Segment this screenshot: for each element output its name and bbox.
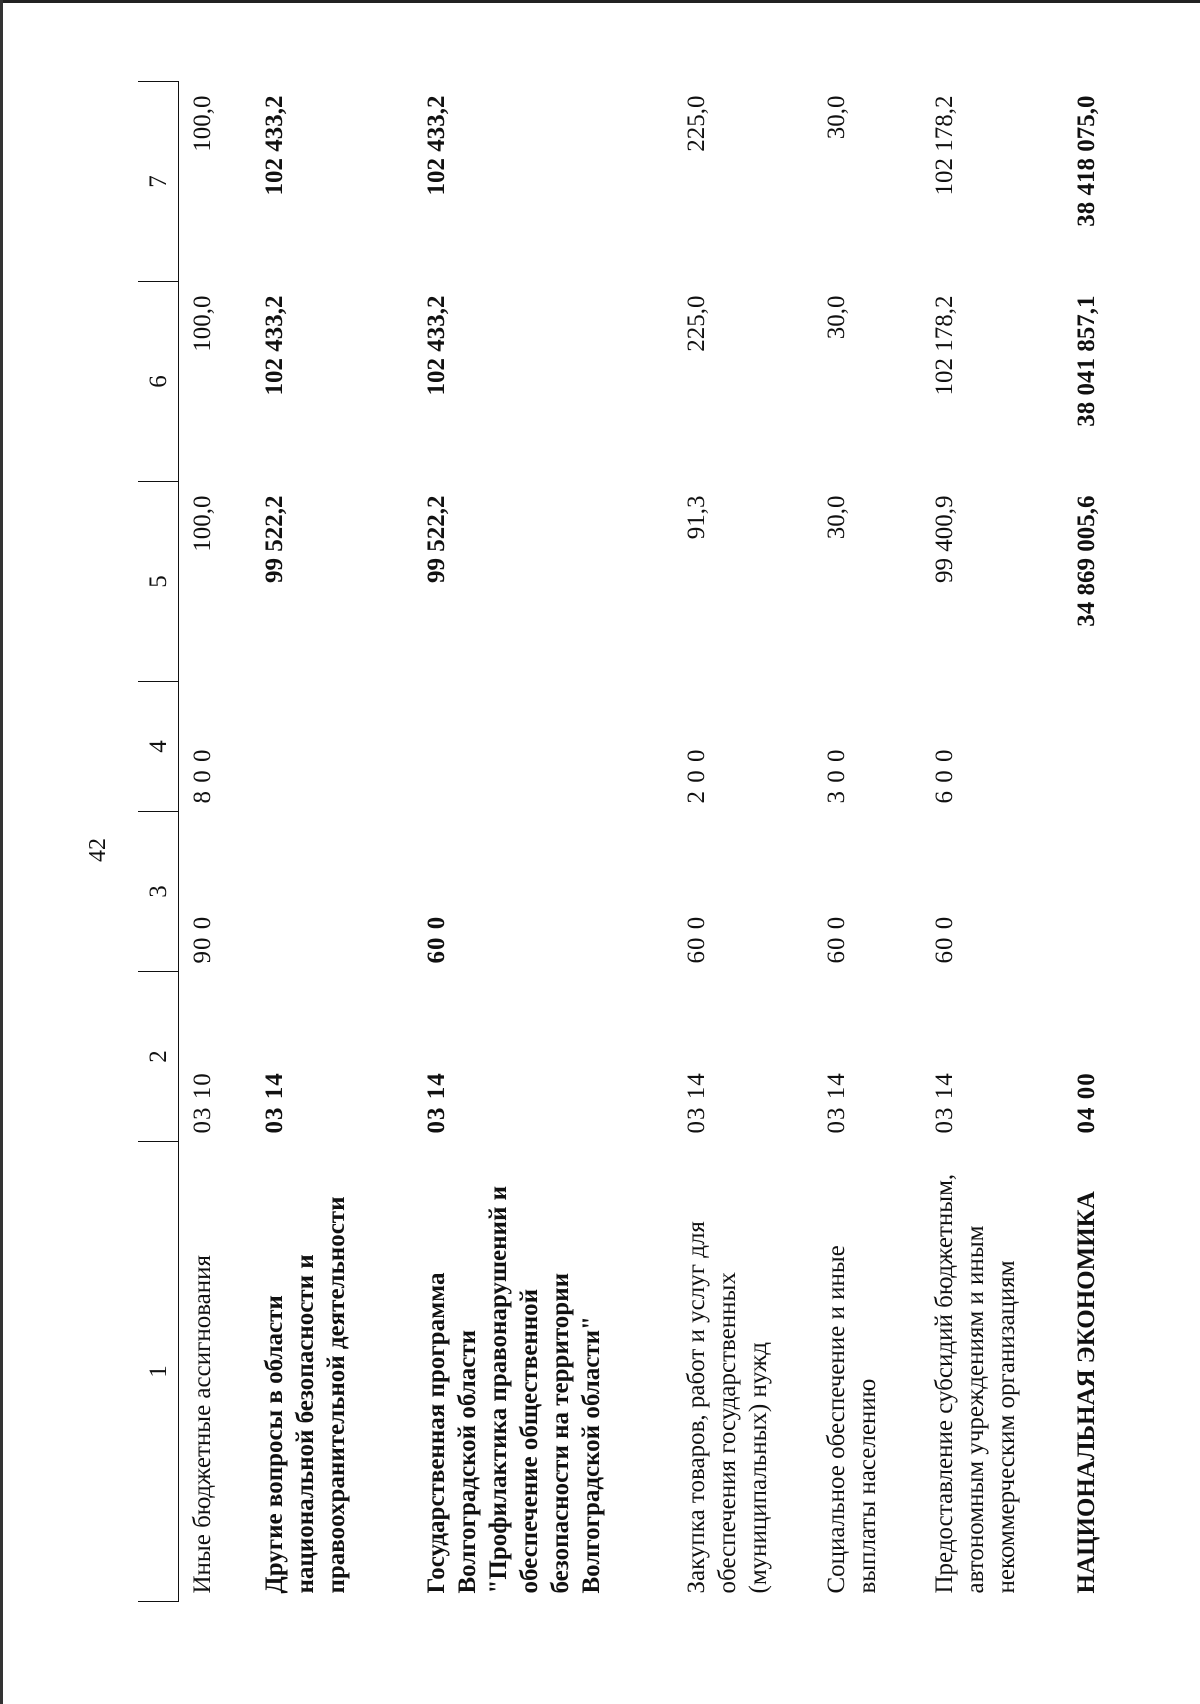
table-row xyxy=(413,82,673,1602)
header-col-2: 2 xyxy=(138,972,179,1142)
table-row xyxy=(921,82,1063,1602)
table-row xyxy=(251,82,413,1602)
row-name: НАЦИОНАЛЬНАЯ ЭКОНОМИКА xyxy=(1073,1191,1100,1594)
row-expense-type xyxy=(413,682,673,812)
row-value-col6: 30,0 xyxy=(823,295,850,340)
header-row xyxy=(138,82,179,1602)
table-row xyxy=(179,82,252,1602)
row-value-col7: 30,0 xyxy=(823,95,850,140)
row-name: Иные бюджетные ассигнования xyxy=(189,1254,216,1594)
header-col-7: 7 xyxy=(138,82,179,282)
header-col-1: 1 xyxy=(138,1142,179,1602)
row-value-col5: 99 522,2 xyxy=(423,495,450,583)
row-value-col5: 30,0 xyxy=(823,495,850,540)
row-section-code: 03 10 xyxy=(189,1072,216,1134)
row-value-col7: 38 418 075,0 xyxy=(1073,95,1100,227)
header-col-5: 5 xyxy=(138,482,179,682)
row-value-col6: 225,0 xyxy=(683,295,710,352)
row-expense-type xyxy=(1063,682,1123,812)
row-value-col7: 102 433,2 xyxy=(261,95,288,196)
scan-edge-left xyxy=(0,0,3,1704)
row-program-code: 90 0 xyxy=(189,915,216,964)
row-name: Другие вопросы в области национальной безопасности и правоохранительной деятельности xyxy=(261,1196,350,1594)
row-expense-type xyxy=(251,682,413,812)
row-expense-type: 8 0 0 xyxy=(189,748,216,804)
scan-edge-top xyxy=(0,0,1200,3)
row-program-code: 60 0 xyxy=(931,915,958,964)
row-program-code: 60 0 xyxy=(683,915,710,964)
row-section-code: 03 14 xyxy=(261,1072,288,1134)
row-value-col7: 102 433,2 xyxy=(423,95,450,196)
row-expense-type: 3 0 0 xyxy=(823,748,850,804)
row-program-code: 60 0 xyxy=(823,915,850,964)
row-expense-type: 2 0 0 xyxy=(683,748,710,804)
table-header xyxy=(138,82,179,1602)
row-value-col5: 99 522,2 xyxy=(261,495,288,583)
row-value-col5: 100,0 xyxy=(189,495,216,552)
row-value-col7: 100,0 xyxy=(189,95,216,152)
row-section-code: 03 14 xyxy=(823,1072,850,1134)
row-section-code: 04 00 xyxy=(1073,1072,1100,1134)
row-value-col6: 38 041 857,1 xyxy=(1073,295,1100,427)
page-number: 42 xyxy=(85,838,111,862)
budget-table-container xyxy=(138,82,1100,1602)
row-program-code xyxy=(251,812,413,972)
header-col-4: 4 xyxy=(138,682,179,812)
row-value-col7: 102 178,2 xyxy=(931,95,958,196)
table-body xyxy=(179,82,1124,1602)
row-value-col5: 34 869 005,6 xyxy=(1073,495,1100,627)
row-name: Предоставление субсидий бюджетным, автономным учреждениям и иным некоммерческим организациям xyxy=(931,1173,1020,1594)
row-name: Закупка товаров, работ и услуг для обеспечения государственных (муниципальных) нужд xyxy=(683,1221,772,1594)
row-section-code: 03 14 xyxy=(423,1072,450,1134)
budget-table xyxy=(138,81,1123,1602)
header-col-6: 6 xyxy=(138,282,179,482)
row-value-col6: 102 433,2 xyxy=(423,295,450,396)
row-value-col6: 100,0 xyxy=(189,295,216,352)
row-name: Государственная программа Волгоградской области "Профилактика правонарушений и обеспечение общественной безопасности на территории Волгоградской области" xyxy=(423,1185,605,1594)
row-program-code: 60 0 xyxy=(423,915,450,964)
header-col-3: 3 xyxy=(138,812,179,972)
table-row xyxy=(673,82,813,1602)
row-value-col5: 91,3 xyxy=(683,495,710,540)
row-value-col7: 225,0 xyxy=(683,95,710,152)
row-section-code: 03 14 xyxy=(931,1072,958,1134)
row-expense-type: 6 0 0 xyxy=(931,748,958,804)
row-program-code xyxy=(1063,812,1123,972)
row-section-code: 03 14 xyxy=(683,1072,710,1134)
table-row xyxy=(1063,82,1123,1602)
row-value-col6: 102 178,2 xyxy=(931,295,958,396)
table-row xyxy=(813,82,921,1602)
row-value-col6: 102 433,2 xyxy=(261,295,288,396)
row-name: Социальное обеспечение и иные выплаты населению xyxy=(823,1245,881,1594)
row-value-col5: 99 400,9 xyxy=(931,495,958,583)
